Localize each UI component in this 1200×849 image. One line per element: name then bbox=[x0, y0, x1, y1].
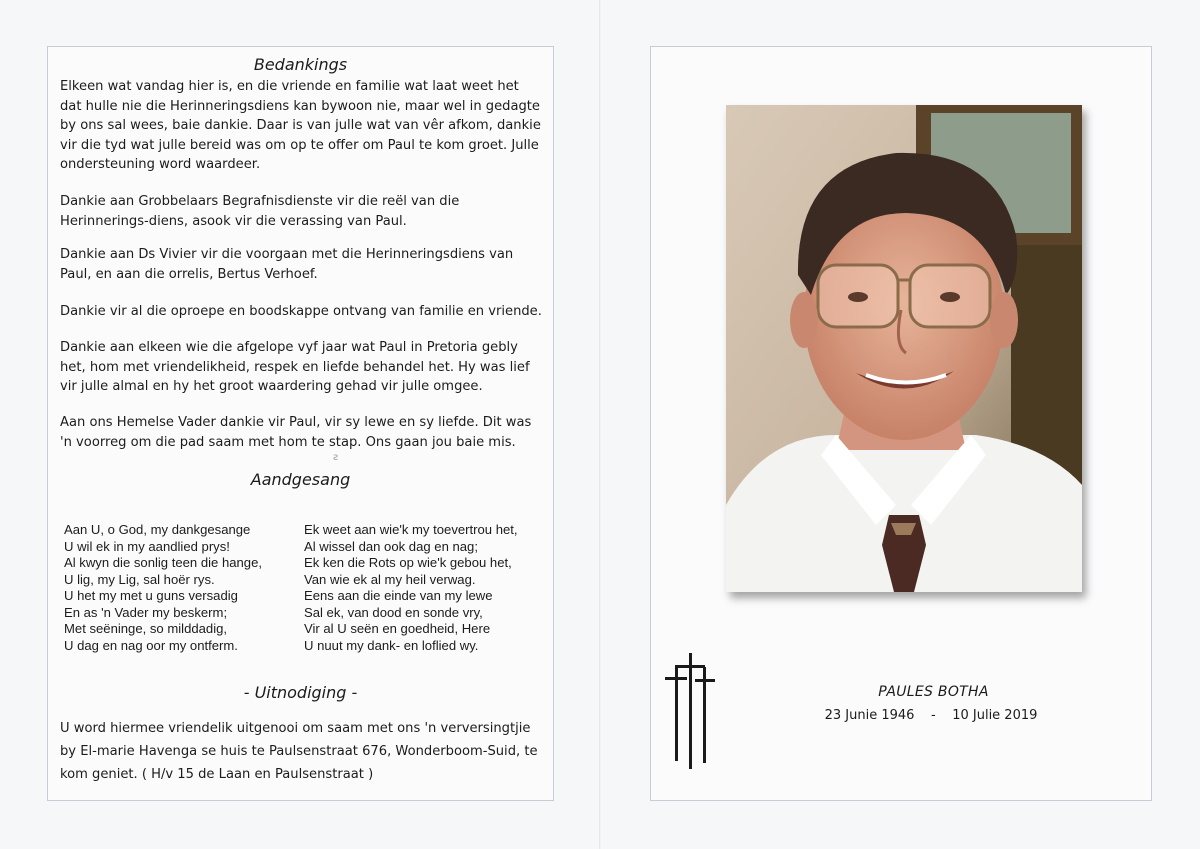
life-dates bbox=[791, 708, 1071, 723]
hymn-line: U het my met u guns versadig bbox=[64, 588, 238, 603]
thanks-paragraph: Elkeen wat vandag hier is, en die vriende en familie wat laat weet het dat hulle nie die Herinneringsdiens kan bywoon nie, maar wel in gedagte by ons sal wees, baie dankie. Daar is van julle wat van vêr afkom, dankie vir die tyd wat julle bereid was om op te offer om Paul te kom groet. Julle ondersteuning word waardeer. bbox=[60, 79, 541, 172]
hymn-line: Eens aan die einde van my lewe bbox=[304, 588, 493, 603]
hymn-line: Al kwyn die sonlig teen die hange, bbox=[64, 555, 262, 570]
hymn-verse-2 bbox=[304, 522, 518, 654]
portrait-photo bbox=[726, 105, 1082, 592]
fold-line bbox=[599, 0, 601, 849]
portrait-image bbox=[726, 105, 1082, 592]
hymn-line: U nuut my dank- en loflied wy. bbox=[304, 637, 479, 653]
hymn-verse-1 bbox=[64, 522, 262, 654]
hymn-line: Van wie ek al my heil verwag. bbox=[304, 571, 476, 587]
hymn-heading: Aandgesang bbox=[250, 470, 351, 489]
invite-heading: - Uitnodiging - bbox=[243, 683, 358, 702]
pen-mark: ƨ bbox=[333, 452, 339, 463]
thanks-paragraph: Dankie aan Ds Vivier vir die voorgaan met die Herinneringsdiens van Paul, en aan die orrelis, Bertus Verhoef. bbox=[60, 247, 514, 282]
hymn-line: Vir al U seën en goedheid, Here bbox=[304, 621, 491, 636]
right-panel bbox=[650, 46, 1152, 801]
hymn-line: U lig, my Lig, sal hoër rys. bbox=[64, 571, 215, 587]
birth-date: 23 Junie 1946 bbox=[824, 708, 915, 723]
hymn-line: Aan U, o God, my dankgesange bbox=[64, 522, 251, 537]
hymn-line: Al wissel dan ook dag en nag; bbox=[304, 538, 478, 554]
thanks-paragraph: Dankie vir al die oproepe en boodskappe ontvang van familie en vriende. bbox=[60, 304, 542, 319]
hymn-line: Ek weet aan wie'k my toevertrou het, bbox=[304, 522, 518, 537]
hymn-line: En as 'n Vader my beskerm; bbox=[64, 604, 228, 620]
thanks-paragraph: Dankie aan Grobbelaars Begrafnisdienste vir die reël van die Herinnerings-diens, asook vir die verassing van Paul. bbox=[60, 194, 460, 229]
invite-text: U word hiermee vriendelik uitgenooi om saam met ons 'n verversingtjie by El-marie Havenga se huis te Paulsenstraat 676, Wonderboom-Suid, te kom geniet. ( H/v 15 de Laan en Paulsenstraat ) bbox=[60, 721, 538, 782]
hymn-line: Ek ken die Rots op wie'k gebou het, bbox=[304, 555, 512, 570]
deceased-name: PAULES BOTHA bbox=[878, 684, 989, 700]
hymn-line: U wil ek in my aandlied prys! bbox=[64, 538, 230, 554]
death-date: 10 Julie 2019 bbox=[952, 708, 1038, 723]
thanks-paragraph: Dankie aan elkeen wie die afgelope vyf jaar wat Paul in Pretoria gebly het, hom met vriendelikheid, respek en liefde behandel het. Hy was lief vir julle almal en hy het groot waardering gehad vir julle omgee. bbox=[60, 340, 530, 394]
date-separator: - bbox=[930, 708, 936, 723]
hymn-line: Sal ek, van dood en sonde vry, bbox=[304, 604, 483, 620]
thanks-heading: Bedankings bbox=[253, 55, 348, 74]
thanks-paragraph: Aan ons Hemelse Vader dankie vir Paul, vir sy lewe en sy liefde. Dit was 'n voorreg om die pad saam met hom te stap. Ons gaan jou baie mis. bbox=[60, 415, 532, 450]
hymn-line: Met seëninge, so milddadig, bbox=[64, 621, 228, 636]
crosses-icon bbox=[665, 653, 721, 773]
hymn-line: U dag en nag oor my ontferm. bbox=[64, 637, 238, 653]
left-panel bbox=[47, 46, 554, 801]
